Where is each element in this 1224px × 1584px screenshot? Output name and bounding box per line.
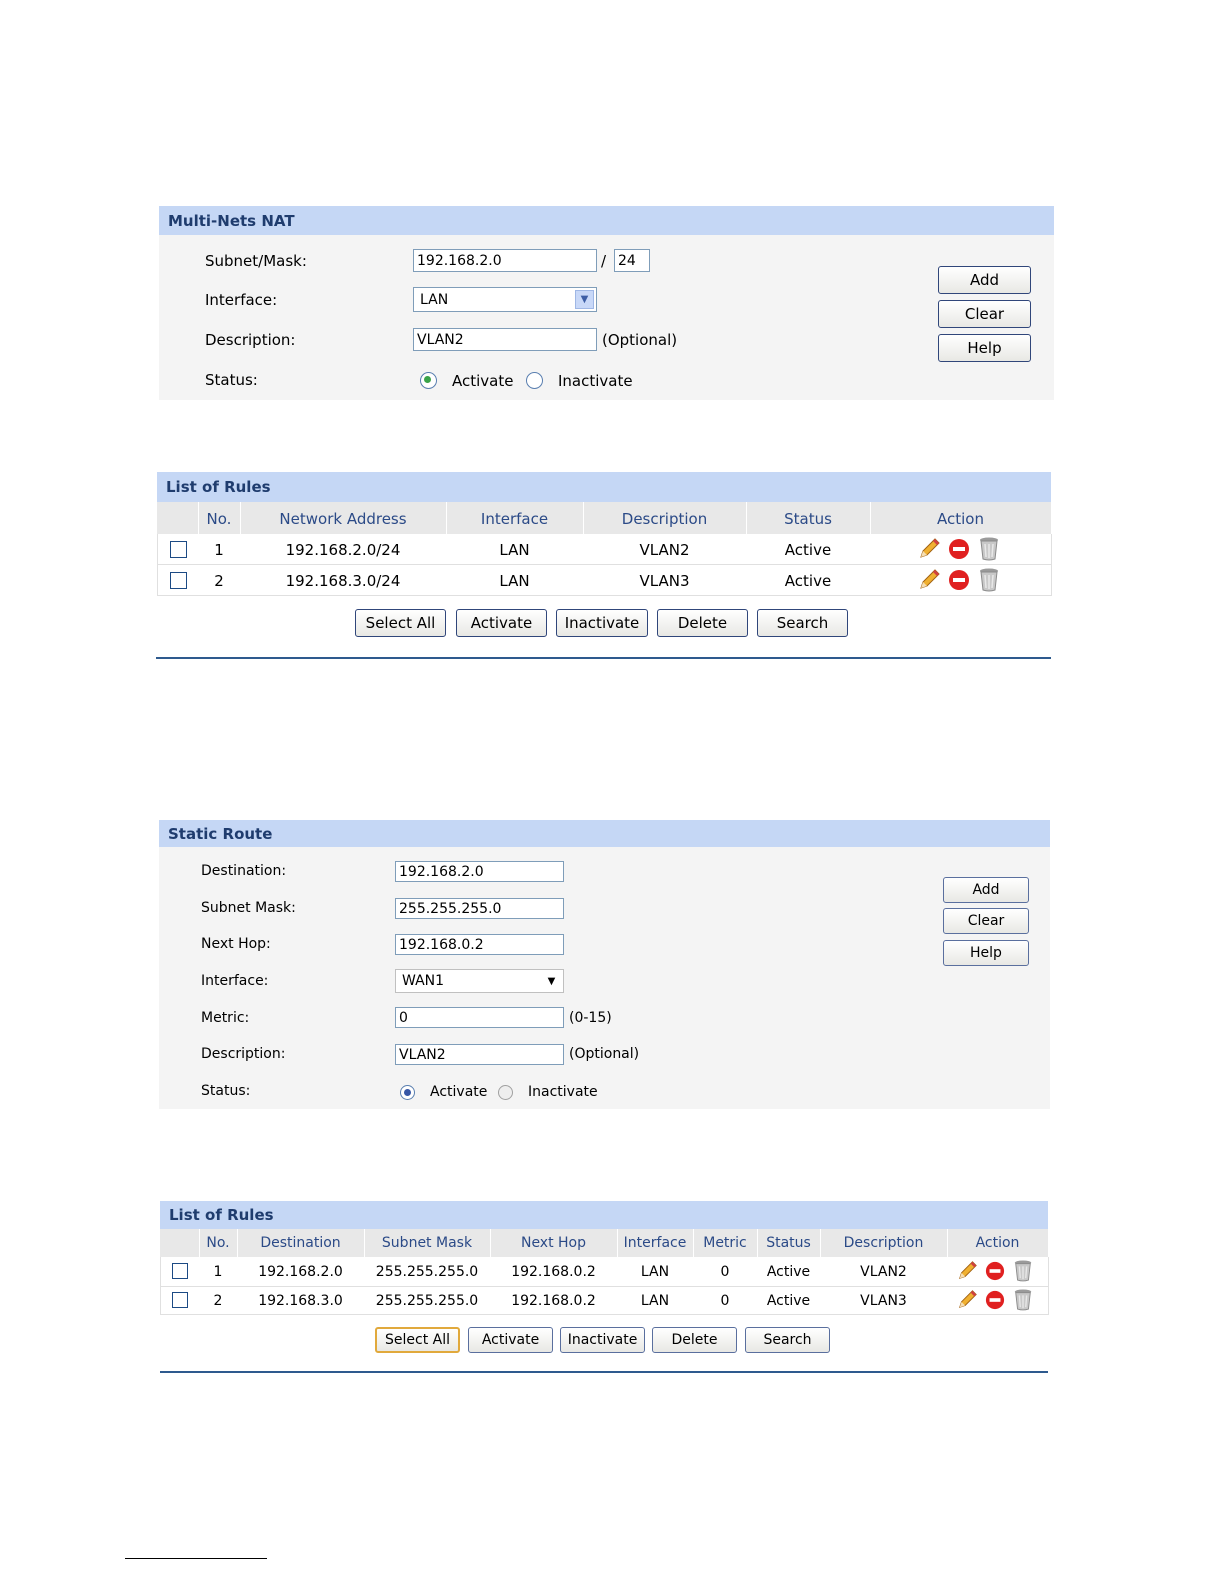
nat-select-all-button[interactable]: Select All	[355, 609, 446, 637]
route-interface-select[interactable]	[395, 969, 564, 993]
row-checkbox[interactable]	[172, 1263, 188, 1279]
route-description-input[interactable]	[395, 1044, 564, 1065]
row-description: VLAN3	[639, 572, 690, 590]
trash-icon[interactable]	[978, 536, 1000, 561]
row-no: 1	[214, 541, 224, 559]
route-select-all-button[interactable]: Select All	[375, 1327, 460, 1353]
nat-activate-label: Activate	[452, 372, 514, 390]
route-activate-label: Activate	[430, 1084, 488, 1100]
route-col-description: Description	[843, 1235, 924, 1251]
route-activate-button[interactable]: Activate	[468, 1327, 553, 1353]
route-help-button[interactable]: Help	[943, 940, 1029, 966]
nat-description-input[interactable]	[413, 328, 597, 351]
route-nexthop-input[interactable]	[395, 934, 564, 955]
route-col-nexthop: Next Hop	[520, 1235, 587, 1251]
row-nexthop: 192.168.0.2	[511, 1264, 596, 1280]
nat-col-description: Description	[621, 510, 708, 528]
row-metric: 0	[720, 1293, 730, 1309]
trash-icon[interactable]	[978, 567, 1000, 592]
route-status-label: Status:	[201, 1083, 251, 1099]
edit-pencil-icon[interactable]	[956, 1289, 978, 1311]
disable-icon[interactable]	[985, 1290, 1005, 1310]
row-divider	[157, 564, 1051, 565]
route-mask-input[interactable]	[395, 898, 564, 919]
row-network: 192.168.3.0/24	[285, 572, 401, 590]
footnote-rule	[125, 1558, 267, 1559]
nat-col-no: No.	[206, 510, 232, 528]
nat-inactivate-radio[interactable]	[526, 372, 543, 389]
trash-icon[interactable]	[1013, 1259, 1033, 1282]
route-list-header	[160, 1201, 1048, 1229]
disable-icon[interactable]	[948, 538, 970, 560]
row-no: 2	[214, 572, 224, 590]
route-inactivate-label: Inactivate	[528, 1084, 598, 1100]
nat-col-network: Network Address	[279, 510, 407, 528]
row-status: Active	[766, 1264, 811, 1280]
route-col-no: No.	[206, 1235, 230, 1251]
row-divider	[160, 1286, 1048, 1287]
row-interface: LAN	[640, 1264, 670, 1280]
nat-panel-header	[159, 206, 1054, 235]
route-destination-label: Destination:	[201, 863, 287, 879]
route-add-button[interactable]: Add	[943, 877, 1029, 903]
route-interface-value: WAN1	[402, 973, 445, 989]
nat-interface-value: LAN	[420, 291, 449, 308]
route-activate-radio[interactable]	[400, 1085, 415, 1100]
nat-subnet-label: Subnet/Mask:	[205, 252, 307, 270]
row-network: 192.168.2.0/24	[285, 541, 401, 559]
route-optional-hint: (Optional)	[569, 1046, 640, 1062]
nat-slash: /	[601, 252, 607, 270]
disable-icon[interactable]	[948, 569, 970, 591]
route-interface-label: Interface:	[201, 973, 269, 989]
route-clear-button[interactable]: Clear	[943, 908, 1029, 934]
nat-help-button[interactable]: Help	[938, 334, 1031, 362]
row-destination: 192.168.2.0	[258, 1264, 343, 1280]
row-description: VLAN3	[860, 1293, 907, 1309]
nat-search-button[interactable]: Search	[757, 609, 848, 637]
row-mask: 255.255.255.0	[375, 1293, 479, 1309]
route-metric-label: Metric:	[201, 1010, 250, 1026]
edit-pencil-icon[interactable]	[956, 1260, 978, 1282]
nat-activate-radio[interactable]	[420, 372, 437, 389]
route-col-metric: Metric	[703, 1235, 747, 1251]
row-description: VLAN2	[860, 1264, 907, 1280]
route-col-destination: Destination	[260, 1235, 341, 1251]
nat-delete-button[interactable]: Delete	[657, 609, 748, 637]
nat-col-action: Action	[937, 510, 984, 528]
route-bottom-divider	[160, 1371, 1048, 1373]
row-status: Active	[784, 541, 832, 559]
disable-icon[interactable]	[985, 1261, 1005, 1281]
nat-interface-label: Interface:	[205, 291, 278, 309]
route-col-action: Action	[975, 1235, 1020, 1251]
route-mask-label: Subnet Mask:	[201, 900, 296, 916]
nat-inactivate-button[interactable]: Inactivate	[556, 609, 648, 637]
nat-col-status: Status	[784, 510, 832, 528]
route-metric-input[interactable]	[395, 1007, 564, 1028]
row-nexthop: 192.168.0.2	[511, 1293, 596, 1309]
nat-bottom-divider	[156, 657, 1051, 659]
nat-interface-select[interactable]	[413, 287, 597, 312]
route-inactivate-button[interactable]: Inactivate	[560, 1327, 645, 1353]
nat-list-header	[157, 472, 1051, 502]
route-description-label: Description:	[201, 1046, 286, 1062]
row-no: 1	[213, 1264, 223, 1280]
route-col-mask: Subnet Mask	[381, 1235, 473, 1251]
route-list-title: List of Rules	[169, 1206, 274, 1224]
nat-inactivate-label: Inactivate	[558, 372, 633, 390]
chevron-down-icon[interactable]: ▼	[547, 975, 556, 987]
nat-clear-button[interactable]: Clear	[938, 300, 1031, 328]
row-checkbox[interactable]	[170, 541, 187, 558]
row-mask: 255.255.255.0	[375, 1264, 479, 1280]
nat-activate-button[interactable]: Activate	[456, 609, 547, 637]
nat-description-label: Description:	[205, 331, 296, 349]
nat-panel-title: Multi-Nets NAT	[168, 211, 295, 230]
nat-status-label: Status:	[205, 371, 258, 389]
route-panel-header	[159, 820, 1050, 847]
route-nexthop-label: Next Hop:	[201, 936, 271, 952]
route-panel-body	[159, 847, 1050, 1109]
route-search-button[interactable]: Search	[745, 1327, 830, 1353]
nat-list-title: List of Rules	[166, 478, 271, 496]
row-status: Active	[784, 572, 832, 590]
nat-subnet-input[interactable]	[413, 249, 597, 272]
nat-col-interface: Interface	[480, 510, 549, 528]
route-col-status: Status	[766, 1235, 811, 1251]
row-no: 2	[213, 1293, 223, 1309]
trash-icon[interactable]	[1013, 1288, 1033, 1311]
row-destination: 192.168.3.0	[258, 1293, 343, 1309]
route-inactivate-radio[interactable]	[498, 1085, 513, 1100]
route-destination-input[interactable]	[395, 861, 564, 882]
route-panel-title: Static Route	[168, 824, 273, 843]
row-checkbox[interactable]	[170, 572, 187, 589]
route-metric-range: (0-15)	[569, 1010, 612, 1026]
route-delete-button[interactable]: Delete	[652, 1327, 737, 1353]
row-metric: 0	[720, 1264, 730, 1280]
nat-add-button[interactable]: Add	[938, 266, 1031, 294]
row-interface: LAN	[499, 541, 530, 559]
nat-optional-hint: (Optional)	[602, 331, 678, 349]
edit-pencil-icon[interactable]	[917, 568, 941, 592]
row-interface: LAN	[499, 572, 530, 590]
row-description: VLAN2	[639, 541, 690, 559]
row-checkbox[interactable]	[172, 1292, 188, 1308]
chevron-down-icon[interactable]: ▼	[575, 290, 594, 309]
route-col-interface: Interface	[623, 1235, 687, 1251]
nat-mask-input[interactable]	[614, 249, 650, 272]
row-status: Active	[766, 1293, 811, 1309]
row-interface: LAN	[640, 1293, 670, 1309]
edit-pencil-icon[interactable]	[917, 537, 941, 561]
